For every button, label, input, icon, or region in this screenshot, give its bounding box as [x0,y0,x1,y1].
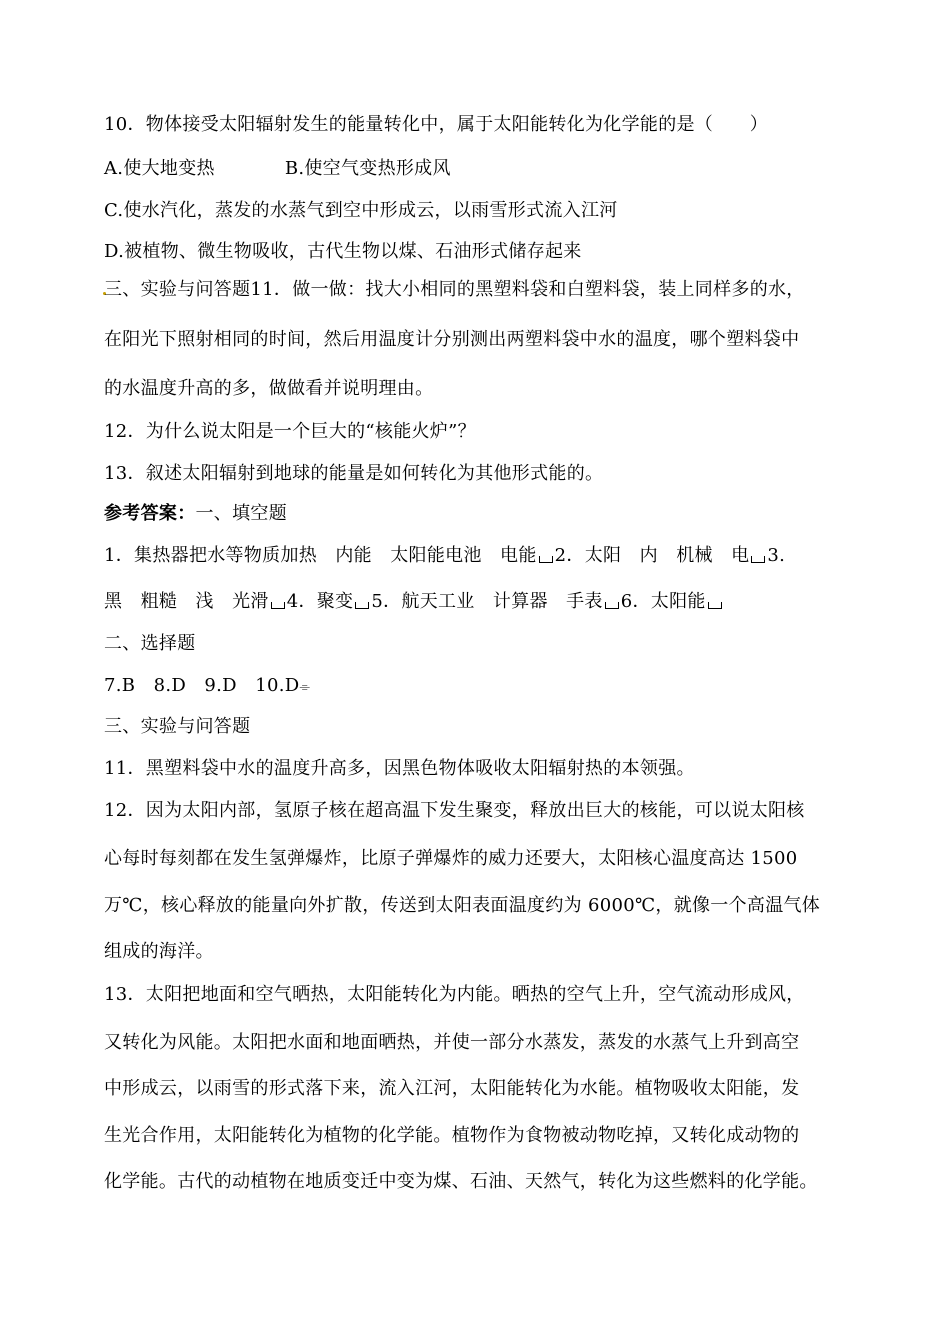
answers-heading: 参考答案： [104,503,196,524]
break-mark [539,556,553,563]
question-12: 12．为什么说太阳是一个巨大的“核能火炉”？ [104,421,476,442]
fill-answer-1: 1．集热器把水等物质加热 内能 太阳能电池 电能 [104,545,537,566]
choice-answers: 7.B 8.D 9.D 10.D [104,675,300,696]
answer-12-line2: 心每时每刻都在发生氢弹爆炸，比原子弹爆炸的威力还要大，太阳核心温度高达 1500 [104,848,798,869]
break-mark [751,556,765,563]
question-11-line1: 三、实验与问答题11．做一做：找大小相同的黑塑料袋和白塑料袋，装上同样多的水， [104,279,805,300]
answer-13-line4: 生光合作用，太阳能转化为植物的化学能。植物作为食物被动物吃掉，又转化成动物的 [104,1125,800,1146]
question-10-options-ab [104,157,451,181]
option-c: C.使水汽化，蒸发的水蒸气到空中形成云，以雨雪形式流入江河 [104,200,618,221]
question-11-line2: 在阳光下照射相同的时间，然后用温度计分别测出两塑料袋中水的温度，哪个塑料袋中 [104,329,800,350]
question-11-line3: 的水温度升高的多，做做看并说明理由。 [104,378,434,399]
break-mark [605,602,619,609]
break-mark [271,602,285,609]
break-mark [355,602,369,609]
fill-answer-5: 5．航天工业 计算器 手表 [371,591,603,612]
answers-part3-title: 三、实验与问答题 [104,716,251,737]
answer-12-line4: 组成的海洋。 [104,941,214,962]
answer-13-line5: 化学能。古代的动植物在地质变迁中变为煤、石油、天然气，转化为这些燃料的化学能。 [104,1171,818,1192]
answer-13-line1: 13．太阳把地面和空气晒热，太阳能转化为内能。晒热的空气上升，空气流动形成风， [104,984,805,1005]
option-a: A.使大地变热 [104,158,215,179]
break-mark [708,602,722,609]
answer-12-line3: 万℃，核心释放的能量向外扩散，传送到太阳表面温度约为 6000℃，就像一个高温气体 [104,895,821,916]
choice-answers-line [104,674,310,700]
fill-answer-3-number: 3. [767,545,786,566]
fill-answers-line2 [104,590,724,614]
answers-heading-line [104,502,287,526]
question-13: 13．叙述太阳辐射到地球的能量是如何转化为其他形式能的。 [104,463,604,484]
answer-12-line1: 12．因为太阳内部，氢原子核在超高温下发生聚变，释放出巨大的核能，可以说太阳核 [104,800,805,821]
question-10-stem: 10．物体接受太阳辐射发生的能量转化中，属于太阳能转化为化学能的是（ ） [104,114,769,135]
fill-answer-2: 2．太阳 内 机械 电 [554,545,750,566]
fill-answer-6: 6．太阳能 [620,591,706,612]
answers-part2-title: 二、选择题 [104,633,196,654]
answer-13-line3: 中形成云，以雨雪的形式落下来，流入江河，太阳能转化为水能。植物吸收太阳能，发 [104,1078,800,1099]
option-d: D.被植物、微生物吸收，古代生物以煤、石油形式储存起来 [104,241,582,262]
answer-11: 11．黑塑料袋中水的温度升高多，因黑色物体吸收太阳辐射热的本领强。 [104,758,695,779]
answers-part1-title: 一、填空题 [195,503,287,524]
fill-answers-line1 [104,544,785,568]
fill-answer-4: 4．聚变 [286,591,354,612]
option-b: B.使空气变热形成风 [284,158,451,179]
fill-answer-3: 黑 粗糙 浅 光滑 [104,591,269,612]
choice-tail-mark: ⌯ [299,680,311,695]
answer-13-line2: 又转化为风能。太阳把水面和地面晒热，并使一部分水蒸发，蒸发的水蒸气上升到高空 [104,1032,800,1053]
